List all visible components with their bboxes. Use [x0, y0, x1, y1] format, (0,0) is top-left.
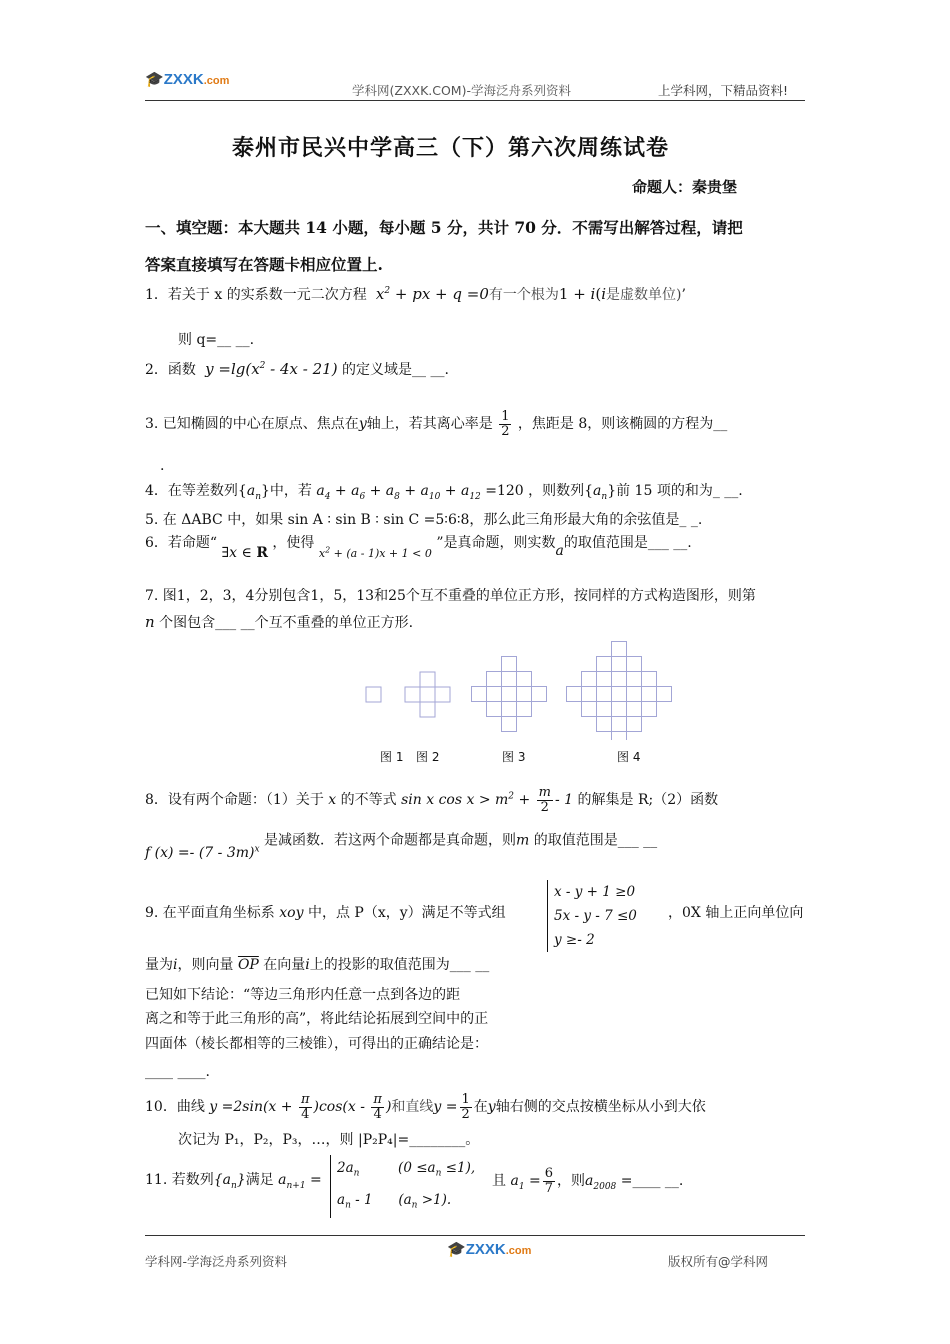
unit-square [502, 687, 517, 702]
unit-square [612, 657, 627, 672]
unit-square [502, 717, 517, 732]
unit-square [642, 702, 657, 717]
unit-square [502, 657, 517, 672]
footer-rule [145, 1235, 805, 1236]
unit-square [532, 687, 547, 702]
section-line1: 一、填空题：本大题共 14 小题，每小题 5 分，共计 70 分．不需写出解答过程，请把 [145, 218, 743, 237]
unit-square [597, 687, 612, 702]
unit-square [627, 717, 642, 732]
unit-square [517, 672, 532, 687]
page-title: 泰州市民兴中学高三（下）第六次周练试卷 [232, 135, 670, 161]
unit-square [612, 717, 627, 732]
unit-square [597, 702, 612, 717]
unit-square [657, 687, 672, 702]
figure-4 [567, 642, 672, 741]
figure-caption-3: 图 3 [502, 750, 526, 764]
unit-square [642, 672, 657, 687]
footer-logo: 🎓ZXXK.com [447, 1241, 532, 1258]
piecewise-definition: $2a_n$ $(0 \le a_n \le 1)$, $a_n - 1$ $(a_n >1)$. [330, 1155, 475, 1218]
unit-square [517, 702, 532, 717]
figure-caption-4: 图 4 [617, 750, 641, 764]
figure-squares [360, 640, 680, 740]
question-1: 1．若关于 x 的实系数一元二次方程 $x^2$ + px + q =0有一个根为1 + i(i是虚数单位)’ [145, 285, 686, 303]
note-line4: ____ ____. [145, 1064, 210, 1080]
unit-square [612, 702, 627, 717]
question-5: 5. 在 ΔABC 中，如果 sin A ∶ sin B ∶ sin C =5∶6∶8，那么此三角形最大角的余弦值是_ _. [145, 512, 703, 528]
question-10-line2: 次记为 P₁，P₂，P₃，…，则 |P₂P₄|=________。 [178, 1132, 480, 1148]
footer-right: 版权所有@学科网 [668, 1254, 769, 1269]
header-rule [145, 100, 805, 101]
note-line2: 离之和等于此三角形的高”，将此结论拓展到空间中的正 [145, 1011, 489, 1027]
question-11-post: 且 $a_1$ = $\frac{6}{7}$ ，则$a_{2008}$ =____ __. [492, 1166, 684, 1196]
unit-square [487, 672, 502, 687]
unit-square [627, 672, 642, 687]
unit-square [627, 702, 642, 717]
unit-square [502, 672, 517, 687]
logo-icon: 🎓 [447, 1241, 466, 1258]
question-8: 8．设有两个命题：（1）关于 x 的不等式 sin x $\cos x > m^2$ + $\frac{m}{2}$ - 1 的解集是 R;（2）函数 [145, 785, 719, 815]
unit-square [627, 657, 642, 672]
section-line2: 答案直接填写在答题卡相应位置上. [145, 255, 383, 274]
header-center: 学科网(ZXXK.COM)-学海泛舟系列资料 [352, 83, 571, 98]
figure-3 [472, 657, 547, 732]
logo: 🎓ZXXK.com [145, 71, 230, 88]
unit-square [567, 687, 582, 702]
question-1-line2: 则 q=__ __. [178, 332, 255, 348]
figure-1-square [366, 687, 381, 702]
unit-square [472, 687, 487, 702]
question-6: 6．若命题“ ∃x ∈ R ，使得 $_{x^2 + (a - 1)x + 1 < 0}$ ”是真命题，则实数a的取值范围是___ __. [145, 535, 692, 561]
unit-square [627, 687, 642, 702]
figure-2 [405, 672, 450, 717]
unit-square [597, 717, 612, 732]
question-4: 4．在等差数列$\{a_n\}$中，若 $a_4 + a_6 + a_8 + a_{10} + a_{12} =120$ ，则数列$\{a_n\}$前 15 项的和为_ __. [145, 483, 743, 502]
unit-square [582, 702, 597, 717]
unit-square [517, 687, 532, 702]
unit-square [597, 657, 612, 672]
author: 命题人：秦贵堡 [632, 178, 738, 196]
unit-square [487, 687, 502, 702]
unit-square [612, 672, 627, 687]
note-line1: 已知如下结论：“等边三角形内任意一点到各边的距 [145, 987, 461, 1003]
note-line3: 四面体（棱长都相等的三棱锥），可得出的正确结论是： [145, 1036, 488, 1052]
unit-square [597, 672, 612, 687]
question-7-line1: 7. 图1，2，3，4分别包含1，5，13和25个互不重叠的单位正方形，按同样的方式构造图形，则第 [145, 588, 756, 604]
logo-icon: 🎓 [145, 71, 164, 88]
header-right: 上学科网，下精品资料! [658, 83, 789, 98]
inequality-system: x - y + 1 ≥0 5x - y - 7 ≤0 y ≥- 2 [547, 880, 637, 952]
question-7-line2: n 个图包含___ __个互不重叠的单位正方形. [145, 613, 414, 631]
footer-left: 学科网-学海泛舟系列资料 [145, 1254, 288, 1269]
unit-square [642, 687, 657, 702]
figure-caption-1: 图 1 [380, 750, 404, 764]
unit-square [612, 687, 627, 702]
question-3: 3. 已知椭圆的中心在原点、焦点在y轴上，若其离心率是 $\frac{1}{2}$ ，焦距是 8，则该椭圆的方程为__ [145, 409, 728, 439]
question-8-line2: f (x) =- (7 - 3m)$^x$ 是减函数．若这两个命题都是真命题，则m 的取值范围是___ __ [145, 832, 658, 861]
unit-square [612, 642, 627, 657]
unit-square [502, 702, 517, 717]
unit-square [582, 687, 597, 702]
question-9-post: ，0X 轴上正向单位向 [668, 905, 804, 921]
question-3-line2: . [160, 458, 165, 474]
question-11: 11. 若数列$\{a_n\}$满足 $a_{n+1}$ = [145, 1172, 322, 1191]
question-10: 10．曲线 y =2sin(x + $\frac{\pi}{4}$ )cos(x - $\frac{\pi}{4}$ )和直线y = $\frac{1}{2}$ 在y轴右侧的交点按横坐标从小到大依 [145, 1092, 706, 1122]
unit-square [612, 732, 627, 741]
unit-square [487, 702, 502, 717]
question-9: 9. 在平面直角坐标系 xoy 中，点 P（x，y）满足不等式组 [145, 905, 506, 921]
figure-caption-2: 图 2 [416, 750, 440, 764]
question-9-line2: 量为i，则向量 $\overline{OP}$ 在向量i上的投影的取值范围为___ __ [145, 957, 490, 973]
question-2: 2．函数 $y =\lg(x^2 - 4x - 21)$ 的定义域是__ __. [145, 360, 449, 378]
unit-square [582, 672, 597, 687]
